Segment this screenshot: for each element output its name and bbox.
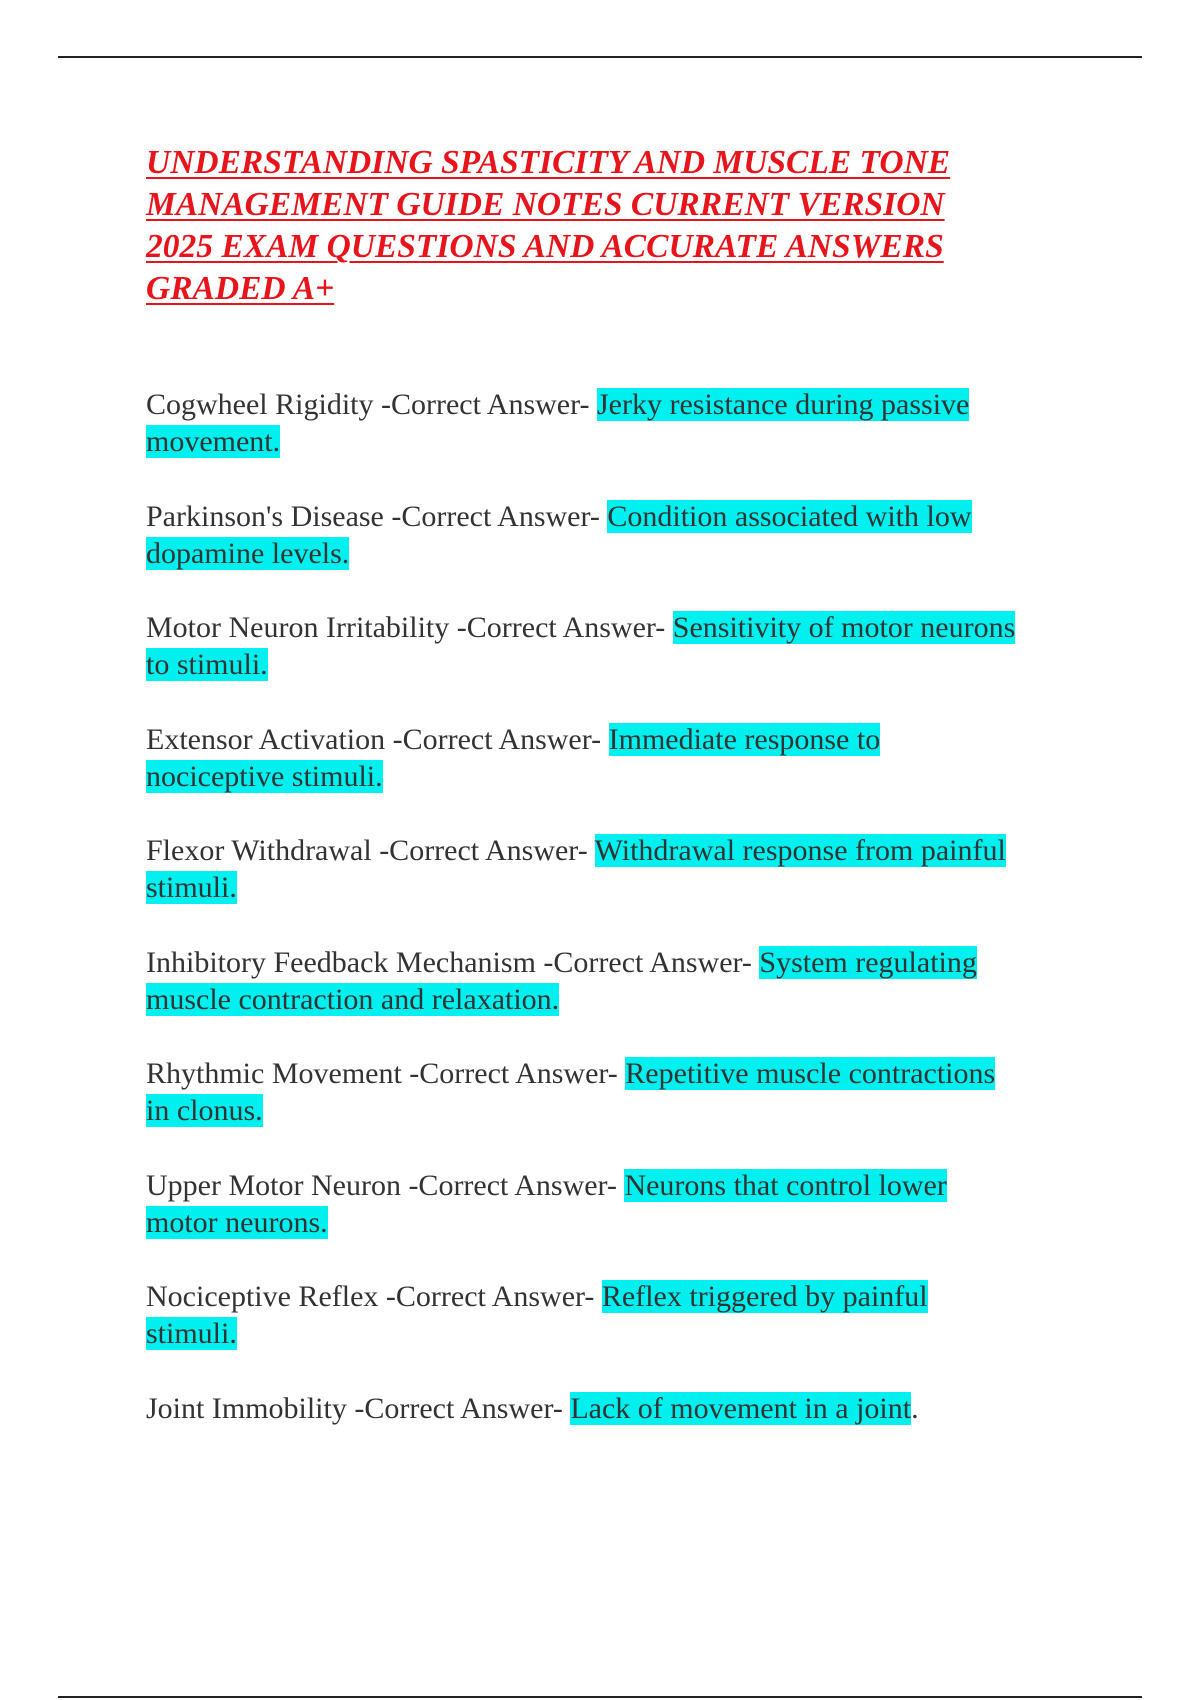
- qa-answer-highlight: System regulating: [759, 945, 977, 979]
- qa-line: [146, 944, 1106, 981]
- title-line: MANAGEMENT GUIDE NOTES CURRENT VERSION: [146, 186, 945, 223]
- qa-term: Parkinson's Disease -Correct Answer-: [146, 499, 608, 533]
- qa-answer-highlight: stimuli.: [146, 871, 237, 904]
- qa-item: [146, 1278, 1106, 1352]
- qa-answer-highlight: Lack of movement in a joint: [570, 1391, 912, 1425]
- top-divider: [58, 56, 1142, 58]
- qa-item: [146, 721, 1106, 795]
- qa-line: [146, 1055, 1106, 1092]
- qa-line: [146, 535, 1106, 572]
- qa-term: Nociceptive Reflex -Correct Answer-: [146, 1280, 602, 1313]
- qa-item: [146, 944, 1106, 1018]
- qa-item: [146, 609, 1106, 683]
- qa-line: [146, 1278, 1106, 1315]
- qa-term: Cogwheel Rigidity -Correct Answer-: [146, 388, 597, 421]
- qa-list: [146, 386, 1106, 1464]
- document-title: [146, 142, 1086, 310]
- qa-answer-highlight: Reflex triggered by painful: [601, 1280, 928, 1313]
- qa-answer-highlight: Jerky resistance during passive: [596, 388, 970, 421]
- qa-answer-highlight: Repetitive muscle contractions: [625, 1057, 996, 1090]
- qa-answer-highlight: muscle contraction and relaxation.: [146, 982, 560, 1016]
- title-line: UNDERSTANDING SPASTICITY AND MUSCLE TONE: [146, 144, 951, 181]
- qa-answer-highlight: nociceptive stimuli.: [146, 759, 383, 793]
- qa-line: [146, 869, 1106, 906]
- qa-answer-highlight: to stimuli.: [146, 648, 268, 681]
- qa-term: Motor Neuron Irritability -Correct Answer-: [146, 611, 673, 644]
- title-line: 2025 EXAM QUESTIONS AND ACCURATE ANSWERS: [146, 228, 944, 265]
- qa-answer-highlight: Withdrawal response from painful: [594, 834, 1006, 867]
- title-line: GRADED A+: [146, 270, 335, 307]
- qa-tail: .: [911, 1391, 919, 1425]
- qa-answer-highlight: motor neurons.: [146, 1205, 328, 1239]
- qa-term: Inhibitory Feedback Mechanism -Correct Answer-: [146, 945, 760, 979]
- qa-item: [146, 1055, 1106, 1129]
- bottom-divider: [58, 1696, 1142, 1698]
- qa-line: [146, 832, 1106, 869]
- qa-term: Rhythmic Movement -Correct Answer-: [146, 1057, 626, 1090]
- qa-line: [146, 423, 1106, 460]
- qa-term: Upper Motor Neuron -Correct Answer-: [146, 1168, 625, 1202]
- qa-answer-highlight: dopamine levels.: [146, 536, 350, 570]
- qa-term: Flexor Withdrawal -Correct Answer-: [146, 834, 595, 867]
- qa-line: [146, 1204, 1106, 1241]
- qa-line: [146, 721, 1106, 758]
- qa-term: Joint Immobility -Correct Answer-: [146, 1391, 571, 1425]
- qa-line: [146, 498, 1106, 535]
- qa-answer-highlight: movement.: [146, 425, 281, 458]
- qa-item: [146, 832, 1106, 906]
- qa-item: [146, 1390, 1106, 1427]
- qa-answer-highlight: Condition associated with low: [607, 499, 972, 533]
- qa-line: [146, 609, 1106, 646]
- qa-line: [146, 1092, 1106, 1129]
- qa-answer-highlight: Sensitivity of motor neurons: [672, 611, 1016, 644]
- qa-line: [146, 386, 1106, 423]
- qa-answer-highlight: Immediate response to: [608, 722, 881, 756]
- qa-answer-highlight: Neurons that control lower: [624, 1168, 947, 1202]
- qa-answer-highlight: stimuli.: [146, 1317, 237, 1350]
- qa-item: [146, 1167, 1106, 1241]
- qa-line: [146, 646, 1106, 683]
- qa-line: [146, 981, 1106, 1018]
- qa-line: [146, 1167, 1106, 1204]
- qa-term: Extensor Activation -Correct Answer-: [146, 722, 609, 756]
- qa-line: [146, 1390, 1106, 1427]
- qa-item: [146, 498, 1106, 572]
- qa-line: [146, 758, 1106, 795]
- qa-line: [146, 1315, 1106, 1352]
- qa-item: [146, 386, 1106, 460]
- qa-answer-highlight: in clonus.: [146, 1094, 263, 1127]
